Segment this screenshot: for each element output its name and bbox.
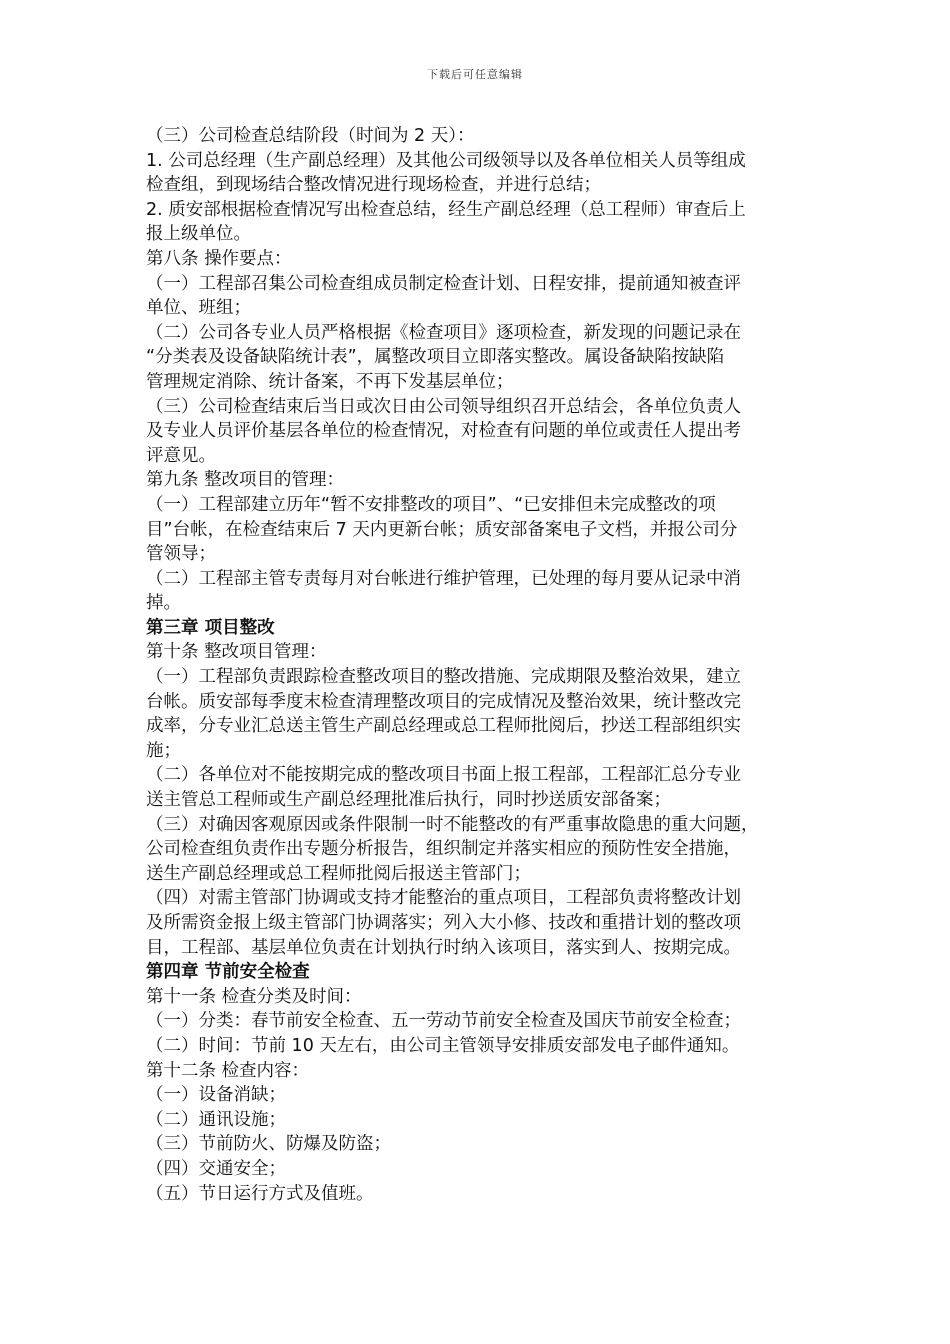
text-line: 第十一条 检查分类及时间： [146, 986, 362, 1007]
text-line: 目，工程部、基层单位负责在计划执行时纳入该项目，落实到人、按期完成。 [146, 937, 741, 958]
text-line: （一）设备消缺； [146, 1085, 286, 1106]
text-line: （二）各单位对不能按期完成的整改项目书面上报工程部，工程部汇总分专业 [146, 765, 741, 786]
text-line: 掉。 [146, 593, 181, 614]
page-header-note: 下载后可任意编辑 [427, 68, 523, 81]
text-line: 及专业人员评价基层各单位的检查情况，对检查有问题的单位或责任人提出考 [146, 421, 741, 442]
text-line: （二）公司各专业人员严格根据《检查项目》逐项检查，新发现的问题记录在 [146, 322, 741, 343]
text-line: 单位、班组； [146, 298, 251, 319]
chapter-heading: 第四章 节前安全检查 [146, 962, 310, 983]
text-line: 管理规定消除、统计备案，不再下发基层单位； [146, 371, 514, 392]
text-line: “分类表及设备缺陷统计表”，属整改项目立即落实整改。属设备缺陷按缺陷 [146, 347, 725, 368]
text-line: 报上级单位。 [146, 224, 251, 245]
text-line: 第十二条 检查内容： [146, 1060, 310, 1081]
text-line: （一）分类：春节前安全检查、五一劳动节前安全检查及国庆节前安全检查； [146, 1011, 741, 1032]
document-body [146, 124, 811, 1206]
text-line: （二）时间：节前 10 天左右，由公司主管领导安排质安部发电子邮件通知。 [146, 1035, 740, 1056]
text-line: （三）节前防火、防爆及防盗； [146, 1134, 391, 1155]
text-line: 目”台帐，在检查结束后 7 天内更新台帐；质安部备案电子文档，并报公司分 [146, 519, 738, 540]
text-line: （五）节日运行方式及值班。 [146, 1183, 374, 1204]
text-line: 第十条 整改项目管理： [146, 642, 327, 663]
text-line: 台帐。质安部每季度末检查清理整改项目的完成情况及整治效果，统计整改完 [146, 691, 741, 712]
text-line: （三）对确因客观原因或条件限制一时不能整改的有严重事故隐患的重大问题， [146, 814, 759, 835]
text-line: （一）工程部负责跟踪检查整改项目的整改措施、完成期限及整治效果，建立 [146, 667, 741, 688]
text-line: 送生产副总经理或总工程师批阅后报送主管部门； [146, 863, 531, 884]
text-line: 评意见。 [146, 445, 216, 466]
text-line: （二）通讯设施； [146, 1109, 286, 1130]
text-line: 第九条 整改项目的管理： [146, 470, 345, 491]
text-line: 施； [146, 740, 181, 761]
text-line: （二）工程部主管专责每月对台帐进行维护管理，已处理的每月要从记录中消 [146, 568, 741, 589]
text-line: （三）公司检查结束后当日或次日由公司领导组织召开总结会，各单位负责人 [146, 396, 741, 417]
chapter-heading: 第三章 项目整改 [146, 617, 275, 638]
text-line: （一）工程部召集公司检查组成员制定检查计划、日程安排，提前通知被查评 [146, 273, 741, 294]
text-line: （三）公司检查总结阶段（时间为 2 天）： [146, 126, 475, 146]
text-line: 公司检查组负责作出专题分析报告，组织制定并落实相应的预防性安全措施， [146, 839, 741, 860]
text-line: 成率，分专业汇总送主管生产副总经理或总工程师批阅后，抄送工程部组织实 [146, 716, 741, 737]
text-line: （四）对需主管部门协调或支持才能整治的重点项目，工程部负责将整改计划 [146, 888, 741, 909]
text-line: 送主管总工程师或生产副总经理批准后执行，同时抄送质安部备案； [146, 790, 671, 811]
text-line: 及所需资金报上级主管部门协调落实；列入大小修、技改和重措计划的整改项 [146, 913, 741, 933]
text-line: 1. 公司总经理（生产副总经理）及其他公司级领导以及各单位相关人员等组成 [146, 150, 746, 171]
text-line: （一）工程部建立历年“暂不安排整改的项目”、“已安排但未完成整改的项 [146, 494, 716, 515]
text-line: 2. 质安部根据检查情况写出检查总结，经生产副总经理（总工程师）审查后上 [146, 199, 746, 220]
text-line: 第八条 操作要点： [146, 248, 292, 269]
text-line: 检查组，到现场结合整改情况进行现场检查，并进行总结； [146, 175, 601, 196]
text-line: （四）交通安全； [146, 1158, 286, 1179]
text-line: 管领导； [146, 544, 216, 565]
